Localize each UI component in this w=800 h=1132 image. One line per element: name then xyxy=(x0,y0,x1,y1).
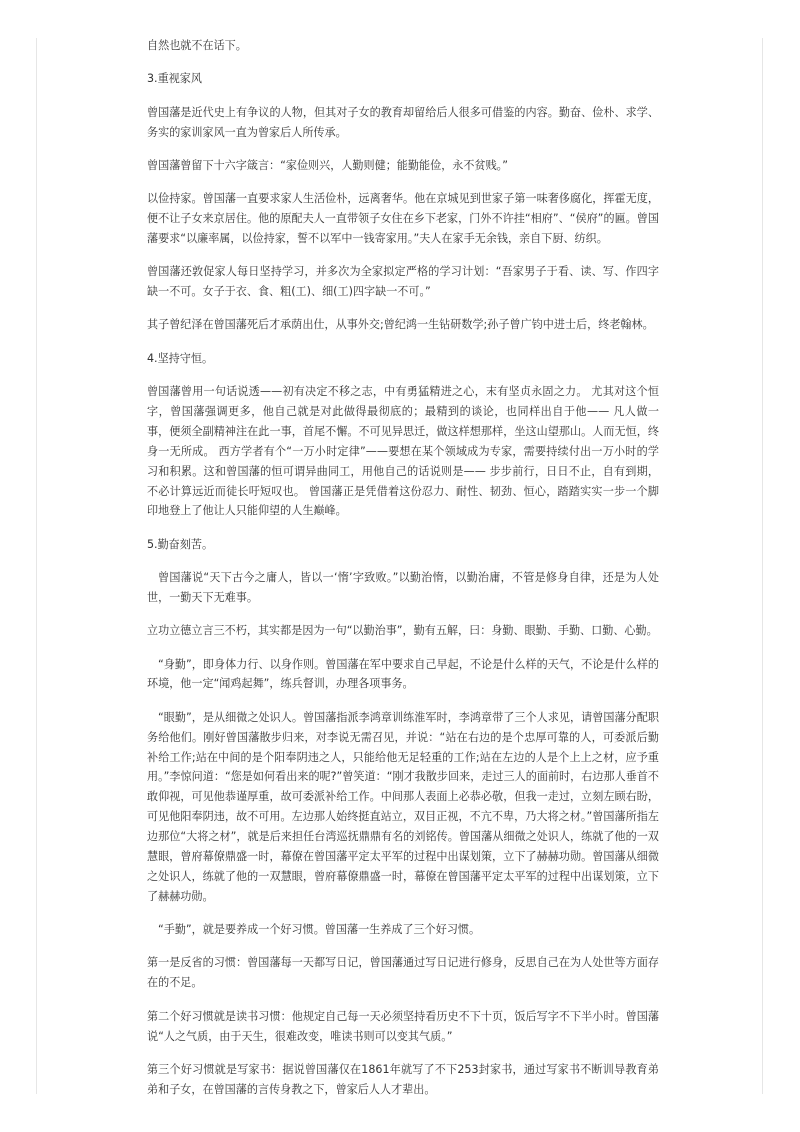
paragraph: 曾国藩是近代史上有争议的人物，但其对子女的教育却留给后人很多可借鉴的内容。勤奋、俭朴、求学、务实的家训家风一直为曾家后人所传承。 xyxy=(147,105,659,139)
paragraph: “眼勤”，是从细微之处识人。曾国藩指派李鸿章训练淮军时，李鸿章带了三个人求见，请曾国藩分配职务给他们。刚好曾国藩散步归来，对李说无需召见，并说：“站在右边的是个忠厚可靠的人，可委派后勤补给工作;站在中间的是个阳奉阴违之人，只能给他无足轻重的工作;站在左边的人是个上上之材，应予重用。”李惊问道：“您是如何看出来的呢?”曾笑道：“刚才我散步回来，走过三人的面前时，右边那人垂首不敢仰视，可见他恭谨厚重，故可委派补给工作。中间那人表面上必恭必敬，但我一走过，立刻左顾右盼，可见他阳奉阴违，故不可用。左边那人始终挺直站立，双目正视，不亢不卑，乃大将之材。”曾国藩所指左边那位“大将之材”，就是后来担任台湾巡抚鼎鼎有名的刘铭传。曾国藩从细微之处识人，练就了他的一双慧眼，曾府幕僚鼎盛一时，幕僚在曾国藩平定太平军的过程中出谋划策，立下了赫赫功勋。曾国藩从细微之处识人，练就了他的一双慧眼，曾府幕僚鼎盛一时，幕僚在曾国藩平定太平军的过程中出谋划策，立下了赫赫功勋。 xyxy=(147,710,659,903)
paragraph: “手勤”，就是要养成一个好习惯。曾国藩一生养成了三个好习惯。 xyxy=(158,923,481,937)
section-heading-4: 4.坚持守恒。 xyxy=(147,351,214,365)
paragraph: 曾国藩说“天下古今之庸人，皆以一‘惰’字致败。”以勤治惰，以勤治庸，不管是修身自律，还是为人处世，一勤天下无难事。 xyxy=(147,571,659,604)
paragraph: “身勤”，即身体力行、以身作则。曾国藩在军中要求自己早起，不论是什么样的天气，不论是什么样的环境，他一定“闻鸡起舞”，练兵督训，办理各项事务。 xyxy=(147,657,659,691)
paragraph: 第三个好习惯就是写家书：据说曾国藩仅在1861年就写了不下253封家书，通过写家书不断训导教育弟弟和子女，在曾国藩的言传身教之下，曾家后人人才辈出。 xyxy=(147,1062,659,1096)
paragraph: 以俭持家。曾国藩一直要求家人生活俭朴，远离奢华。他在京城见到世家子第一味奢侈腐化，挥霍无度，便不让子女来京居住。他的原配夫人一直带领子女住在乡下老家，门外不许挂“相府”、“侯府”的匾。曾国藩要求“以廉率属，以俭持家，誓不以军中一钱寄家用。”夫人在家手无余钱，亲自下厨、纺织。 xyxy=(147,192,659,245)
page-right-border xyxy=(762,38,763,1094)
section-heading-5: 5.勤奋刻苦。 xyxy=(147,537,214,551)
paragraph: 其子曾纪泽在曾国藩死后才承荫出仕，从事外交;曾纪鸿一生钻研数学;孙子曾广钧中进士后，终老翰林。 xyxy=(147,318,654,332)
paragraph: 第二个好习惯就是读书习惯：他规定自己每一天必须坚持看历史不下十页，饭后写字不下半小时。曾国藩说“人之气质，由于天生，很难改变，唯读书则可以变其气质。” xyxy=(147,1009,659,1043)
section-heading-3: 3.重视家风 xyxy=(147,72,202,86)
paragraph: 自然也就不在话下。 xyxy=(147,39,247,52)
paragraph: 第一是反省的习惯：曾国藩每一天都写日记，曾国藩通过写日记进行修身，反思自己在为人处世等方面存在的不足。 xyxy=(147,956,659,990)
paragraph: 曾国藩曾用一句话说透——初有决定不移之志，中有勇猛精进之心，末有坚贞永固之力。 尤其对这个恒字，曾国藩强调更多，他自己就是对此做得最彻底的；最精到的谈论，也同样出自于他—— 凡人做一事，便须全副精神注在此一事，首尾不懈。不可见异思迁，做这样想那样，坐这山望那山。人而无恒，终身一无所成。 西方学者有个“一万小时定律”——要想在某个领域成为专家，需要持续付出一万小时的学习和积累。这和曾国藩的恒可谓异曲同工，用他自己的话说则是—— 步步前行，日日不止，自有到期，不必计算远近而徒长吁短叹也。 曾国藩正是凭借着这份忍力、耐性、韧劲、恒心，踏踏实实一步一个脚印地登上了他让人只能仰望的人生巅峰。 xyxy=(147,385,659,518)
paragraph: 曾国藩曾留下十六字箴言：“家俭则兴，人勤则健；能勤能俭，永不贫贱。” xyxy=(147,158,508,172)
paragraph: 曾国藩还敦促家人每日坚持学习，并多次为全家拟定严格的学习计划：“吾家男子于看、读、写、作四字缺一不可。女子于衣、食、粗(工)、细(工)四字缺一不可。” xyxy=(147,265,659,299)
page-left-border xyxy=(36,38,37,1094)
paragraph: 立功立德立言三不朽，其实都是因为一句“以勤治事”，勤有五解，曰：身勤、眼勤、手勤、口勤、心勤。 xyxy=(147,624,658,638)
article-body xyxy=(147,36,659,1113)
